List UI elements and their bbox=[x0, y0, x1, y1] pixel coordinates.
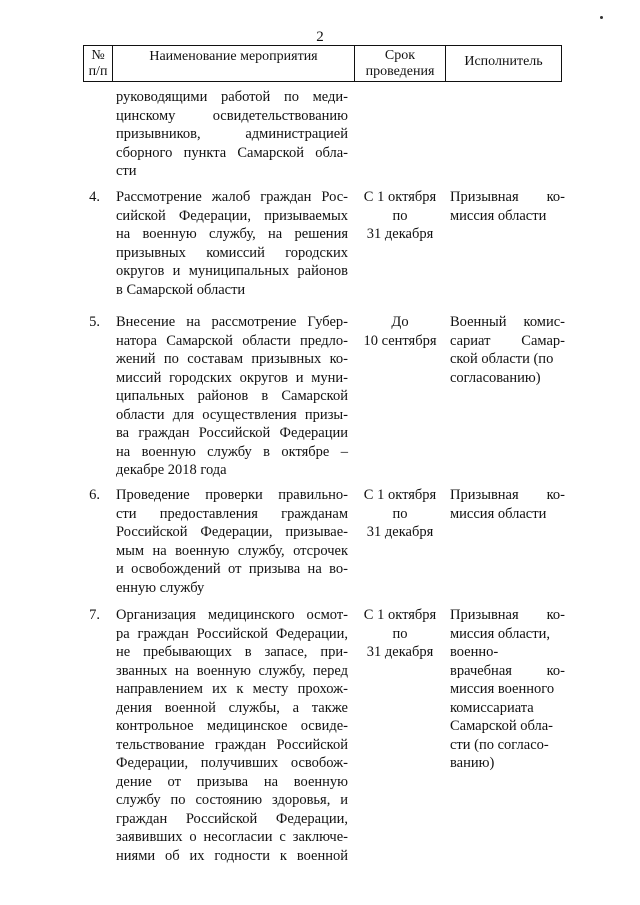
row-name: Проведение проверки правильно- сти предоставления гражданам Российской Федерации, призывае- мым на военную службу, отсрочек и освобождений от призыва на во- енную службу bbox=[116, 487, 348, 596]
row-name: Организация медицинского осмот- ра граждан Российской Федерации, не пребывающих в запасе, при- званных на военную службу, перед направлением их к месту прохож- дения военной службы, а также контрольное медицинское освиде- тельствование граждан Российской Федерации, получивших освобож- дение от призыва на военную службу по состоянию здоровья, и граждан Российской Федерации, заявивших о несогласии с заключе- ниями об их годности к военной bbox=[116, 607, 348, 864]
row-term: С 1 октября по 31 декабря bbox=[363, 487, 437, 540]
header-executor: Исполнитель bbox=[445, 45, 562, 82]
row-executor: Призывная ко- миссия области bbox=[450, 487, 565, 522]
row-term: С 1 октября по 31 декабря bbox=[363, 607, 437, 660]
header-term: Срок проведения bbox=[354, 45, 446, 82]
row-executor: Призывная ко- миссия области bbox=[450, 189, 565, 224]
row-term: С 1 октября по 31 декабря bbox=[363, 189, 437, 242]
row-number: 5. bbox=[89, 314, 100, 330]
row-number: 7. bbox=[89, 607, 100, 623]
header-name: Наименование мероприятия bbox=[112, 45, 355, 82]
row-number: 6. bbox=[89, 487, 100, 503]
page-number: 2 bbox=[316, 29, 324, 45]
row-number: 4. bbox=[89, 189, 100, 205]
row-term: До 10 сентября bbox=[363, 314, 437, 349]
row-executor: Военный комис- сариат Самар- ской области (по согласованию) bbox=[450, 314, 565, 386]
header-number: № п/п bbox=[83, 45, 113, 82]
scan-dot bbox=[600, 16, 603, 19]
continuation-text: руководящими работой по меди- цинскому освидетельствованию призывников, администрацией сборного пункта Самарской обла- сти bbox=[116, 89, 348, 179]
row-name: Внесение на рассмотрение Губер- натора Самарской области предло- жений по составам призывных ко- миссий городских округов и муни- ципальных районов в Самарской области для осуществления призы- ва граждан Российской Федерации на военную службу в октябре – декабре 2018 года bbox=[116, 314, 348, 478]
row-name: Рассмотрение жалоб граждан Рос- сийской Федерации, призываемых на военную службу, на решения призывных комиссий городских округов и муниципальных районов в Самарской области bbox=[116, 189, 348, 298]
table-header bbox=[83, 45, 581, 82]
row-executor: Призывная ко- миссия области, военно- врачебная ко- миссия военного комиссариата Самарской обла- сти (по согласо- ванию) bbox=[450, 607, 565, 771]
